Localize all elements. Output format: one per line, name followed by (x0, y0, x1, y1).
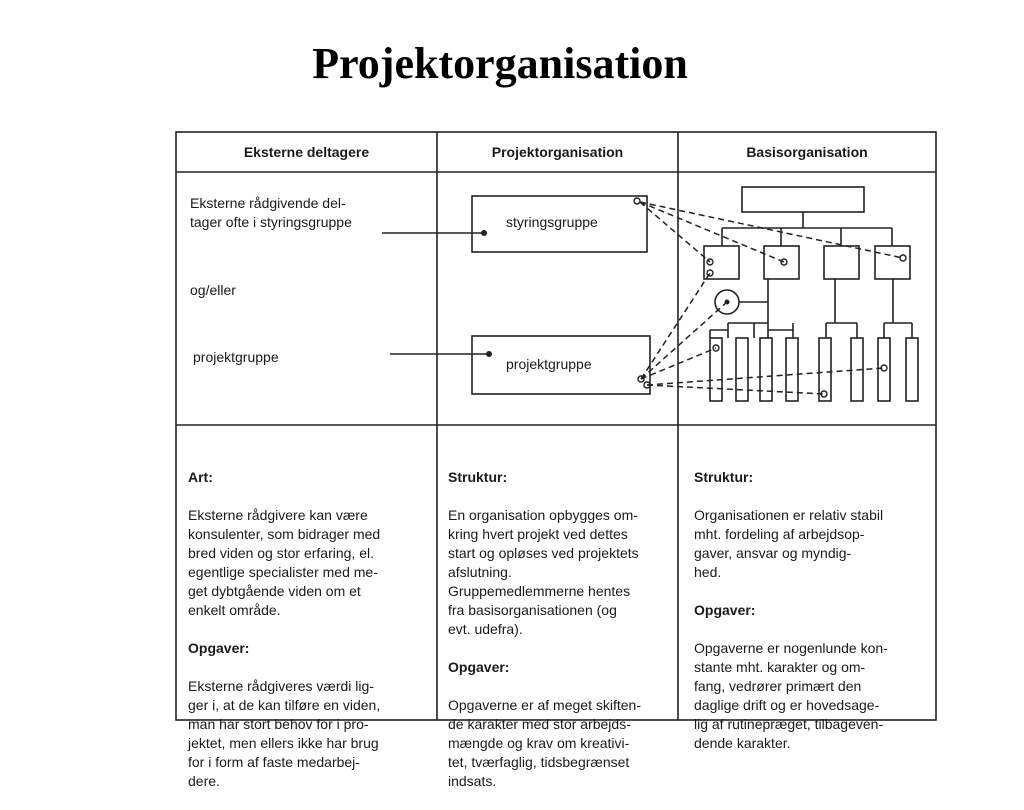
header-projektorganisation: Projektorganisation (491, 144, 624, 160)
basis-description (694, 449, 934, 772)
external-advisor-note: Eksterne rådgivende del- tager ofte i styringsgruppe (190, 195, 352, 230)
art-text: Eksterne rådgivere kan være konsulenter, som bidrager med bred viden og stor erfaring, el. egentlige specialister med me- get dybtgående viden om et enkelt område. (188, 507, 381, 618)
opgaver-text: Eksterne rådgiveres værdi lig- ger i, at de kan tilføre en viden, man har stort behov for i pro- jektet, men ellers ikke har brug for i form af faste medarbej- dere. (188, 678, 381, 789)
projektgruppe-box-label: projektgruppe (506, 356, 592, 372)
or-label: og/eller (190, 282, 236, 298)
struktur-text: En organisation opbygges om- kring hvert projekt ved dettes start og opløses ved projektets afslutning. Gruppemedlemmerne hentes fra basisorganisationen (og evt. udefra). (448, 507, 639, 637)
projektgruppe-label: projektgruppe (193, 349, 279, 365)
mid-unit-4 (875, 246, 910, 279)
opgaver-heading: Opgaver: (448, 659, 510, 675)
eksterne-description (188, 449, 433, 810)
struktur-heading: Struktur: (448, 469, 508, 485)
header-basisorganisation: Basisorganisation (746, 144, 868, 160)
member-dot (634, 198, 640, 204)
employee-unit (736, 338, 748, 401)
art-heading: Art: (188, 469, 213, 485)
projekt-description (448, 449, 676, 810)
opgaver-text: Opgaverne er nogenlunde kon- stante mht. karakter og om- fang, vedrører primært den daglige drift og er hovedsage- lig af rutinepræget, tilbageven- dende karakter. (694, 640, 888, 751)
mid-unit-3 (824, 246, 859, 279)
top-unit (742, 187, 864, 212)
struktur-heading: Struktur: (694, 469, 754, 485)
struktur-text: Organisationen er relativ stabil mht. fordeling af arbejdsop- gaver, ansvar og myndig- hed. (694, 507, 884, 580)
opgaver-text: Opgaverne er af meget skiften- de karakter med stor arbejds- mængde og krav om kreativi- tet, tværfaglig, tidsbegrænset indsats. (448, 697, 641, 789)
header-eksterne-deltagere: Eksterne deltagere (243, 144, 370, 160)
slide-title: Projektorganisation (312, 39, 688, 88)
styringsgruppe-box-label: styringsgruppe (506, 214, 598, 230)
member-dot (900, 255, 906, 261)
opgaver-heading: Opgaver: (188, 640, 250, 656)
pointer-dot-styringsgruppe (481, 230, 487, 236)
employee-unit (906, 338, 918, 401)
opgaver-heading: Opgaver: (694, 602, 756, 618)
pointer-dot-projektgruppe (486, 351, 492, 357)
